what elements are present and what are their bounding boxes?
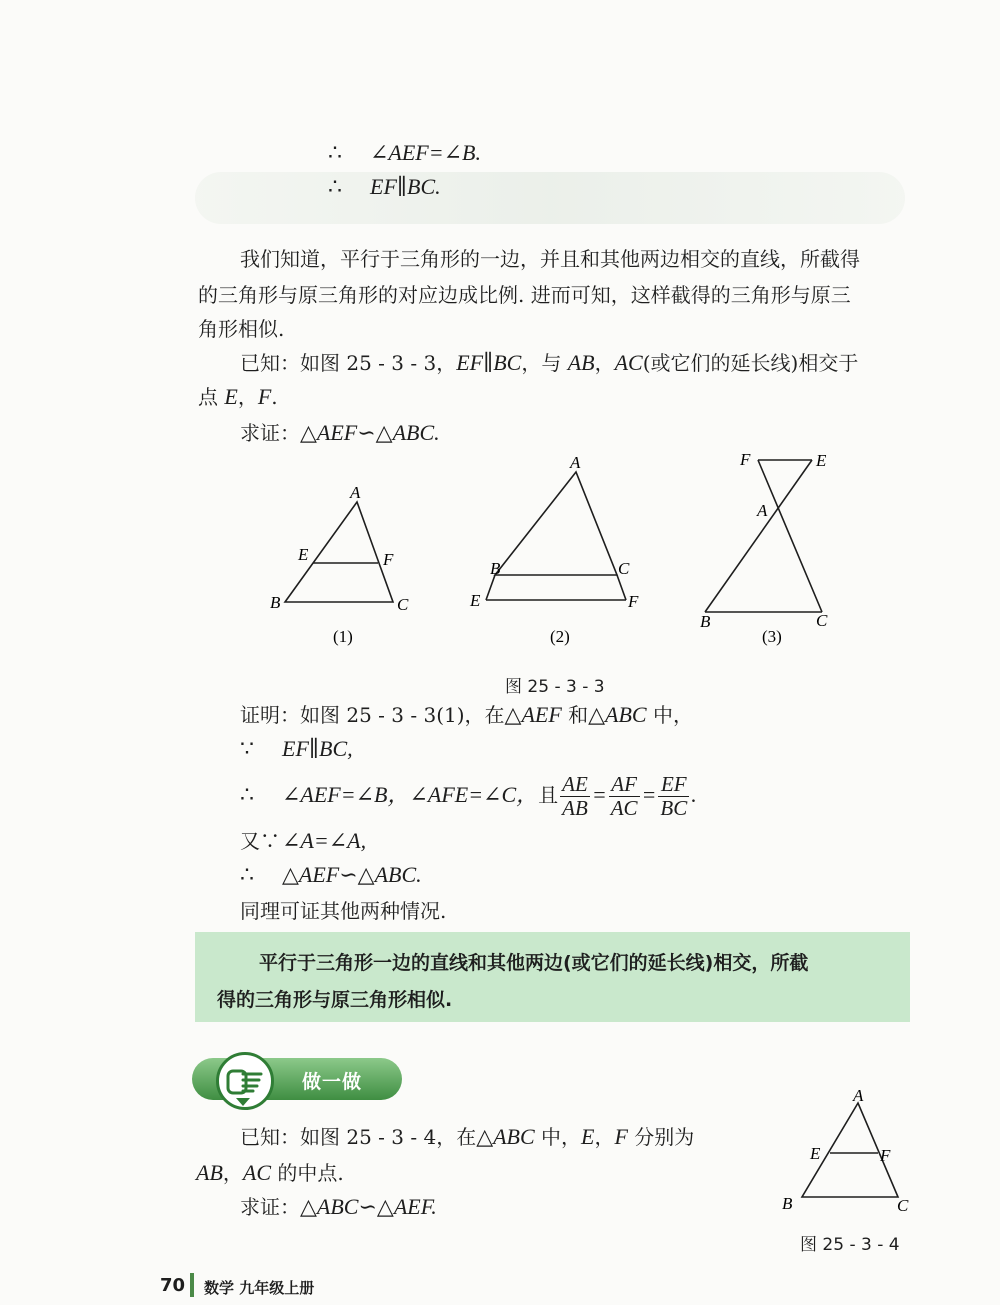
fig2-label-e: E xyxy=(470,591,481,610)
fraction-ae-ab: $\frac{AE}{AB}$ xyxy=(562,772,588,820)
proof-line-2: ∵ EF∥BC, xyxy=(240,736,353,762)
fig3-label-c: C xyxy=(816,611,828,630)
figure-25-3-4 xyxy=(770,1085,920,1220)
activity-badge xyxy=(192,1058,402,1100)
book-title: 数学 九年级上册 xyxy=(204,1279,315,1297)
given-line-2: 点 E，F. xyxy=(198,384,278,409)
proof-line-6: 同理可证其他两种情况. xyxy=(240,899,447,923)
fig1-label-c: C xyxy=(397,595,409,614)
proof-line-1: 证明：如图 25 - 3 - 3(1)，在△AEF 和△ABC 中， xyxy=(240,702,693,727)
activity-prove-line: 求证：△ABC∽△AEF. xyxy=(240,1194,437,1219)
paragraph-line-3: 角形相似. xyxy=(198,317,285,341)
fig2-label-f: F xyxy=(628,592,639,611)
theorem-line-1: 平行于三角形一边的直线和其他两边(或它们的延长线)相交，所截 xyxy=(259,952,809,974)
proof-line-4: 又∵∠A=∠A, xyxy=(240,828,367,853)
fig4-label-e: E xyxy=(810,1144,821,1163)
fig3-label-f: F xyxy=(740,450,751,469)
fraction-ef-bc: $\frac{EF}{BC}$ xyxy=(660,772,688,820)
fig3-label-b: B xyxy=(700,612,711,631)
fig4-label-c: C xyxy=(897,1196,909,1215)
conclusion-line-1: ∴ ∠AEF=∠B. xyxy=(328,140,481,166)
prove-line: 求证：△AEF∽△ABC. xyxy=(240,420,440,445)
fraction-af-ac: $\frac{AF}{AC}$ xyxy=(610,772,638,820)
fig4-label-b: B xyxy=(782,1194,793,1213)
fig2-triangle xyxy=(495,472,617,575)
fig3-label-a: A xyxy=(757,501,768,520)
paragraph-line-2: 的三角形与原三角形的对应边成比例. 进而可知，这样截得的三角形与原三 xyxy=(198,283,851,307)
fig3-subcaption: (3) xyxy=(762,627,782,646)
fig3-label-e: E xyxy=(816,451,827,470)
figure-caption-25-3-4: 图 25 - 3 - 4 xyxy=(800,1235,900,1255)
activity-label: 做一做 xyxy=(302,1071,363,1093)
fig1-label-e: E xyxy=(298,545,309,564)
fig2-extension-be xyxy=(486,575,495,600)
fig2-extension-cf xyxy=(617,575,626,600)
theorem-box xyxy=(195,932,910,1022)
activity-line-1: 已知：如图 25 - 3 - 4，在△ABC 中，E，F 分别为 xyxy=(240,1124,695,1149)
fig1-label-b: B xyxy=(270,593,281,612)
fig1-label-f: F xyxy=(383,550,394,569)
activity-line-2: AB，AC 的中点. xyxy=(196,1160,344,1185)
page-number: 70 xyxy=(160,1275,186,1296)
proof-line-3: ∴ ∠AEF=∠B，∠AFE=∠C，且 $\frac{AE}{AB}$ = $\frac{AF}{AC}$ = $\frac{EF}{BC}$ . xyxy=(240,772,697,820)
fig2-label-a: A xyxy=(570,453,581,472)
fig1-subcaption: (1) xyxy=(333,627,353,646)
fig4-label-a: A xyxy=(853,1086,864,1105)
figure-25-3-3 xyxy=(0,440,1000,660)
fig3-line-fc xyxy=(758,460,822,612)
fig3-line-eb xyxy=(705,460,812,612)
conclusion-line-2: ∴ EF∥BC. xyxy=(328,174,441,200)
footer-divider xyxy=(190,1273,194,1297)
badge-arrow-icon xyxy=(236,1098,250,1107)
fig4-label-f: F xyxy=(880,1146,891,1165)
bleed-through-banner xyxy=(195,172,905,224)
fig2-subcaption: (2) xyxy=(550,627,570,646)
figure-caption-25-3-3: 图 25 - 3 - 3 xyxy=(505,677,605,697)
given-line-1: 已知：如图 25 - 3 - 3，EF∥BC，与 AB，AC(或它们的延长线)相交于 xyxy=(240,350,859,375)
fig2-label-b: B xyxy=(490,559,501,578)
fig1-label-a: A xyxy=(350,483,361,502)
theorem-line-2: 得的三角形与原三角形相似. xyxy=(217,989,453,1011)
fig2-label-c: C xyxy=(618,559,630,578)
proof-line-5: ∴ △AEF∽△ABC. xyxy=(240,862,422,888)
paragraph-line-1: 我们知道，平行于三角形的一边，并且和其他两边相交的直线，所截得 xyxy=(240,247,860,271)
